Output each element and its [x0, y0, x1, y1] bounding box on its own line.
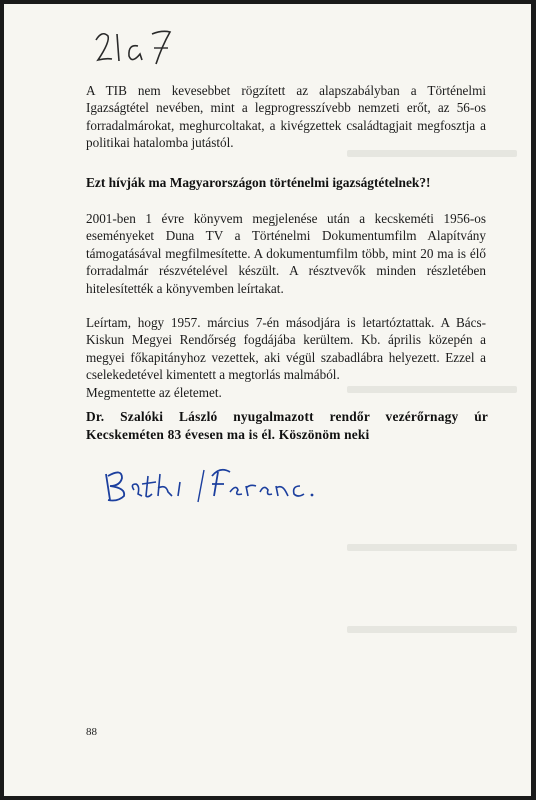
handwritten-page-mark: [92, 26, 182, 70]
bleed-through-line: [347, 544, 517, 551]
document-page: [4, 4, 531, 796]
paragraph-saved: Megmentette az életemet.: [86, 385, 222, 400]
paragraph-documentary: 2001-ben 1 évre könyvem megjelenése után a kecskeméti 1956-os eseményeket Duna TV a Történelmi Dokumentumfilm Alapítvány támogatásával megfilmesítette. A dokumentumfilm több, mint 20 ma is élő forradalmár részvételével készült. A résztvevők minden részletében hitelesítették a könyvemben leírtakat.: [86, 211, 486, 296]
closing-statement: Dr. Szalóki László nyugalmazott rendőr vezérőrnagy úr Kecskeméten 83 évesen ma is él. Köszönöm neki: [86, 409, 488, 442]
page-number: 88: [86, 726, 97, 738]
paragraph-tib: A TIB nem kevesebbet rögzített az alapszabályban a Történelmi Igazságtétel nevében, mint a legprogresszívebb nemzeti erőt, az 56-os forradalmárokat, meghurcoltakat, a kivégzettek családtagjait megfosztja a politikai hatalomba jutástól.: [86, 83, 486, 151]
section-heading: Ezt hívják ma Magyarországon történelmi igazságtételnek?!: [86, 175, 431, 190]
bleed-through-line: [347, 626, 517, 633]
handwritten-signature: [100, 462, 330, 512]
paragraph-arrest: Leírtam, hogy 1957. március 7-én másodjára is letartóztattak. A Bács-Kiskun Megyei Rendőrség fogdájába kerültem. Kb. április közepén a megyei főkapitányhoz vezettek, aki végül szabadlábra helyezett. Ezzel a cselekedetével kimentett a megtorlás malmából.: [86, 315, 486, 383]
